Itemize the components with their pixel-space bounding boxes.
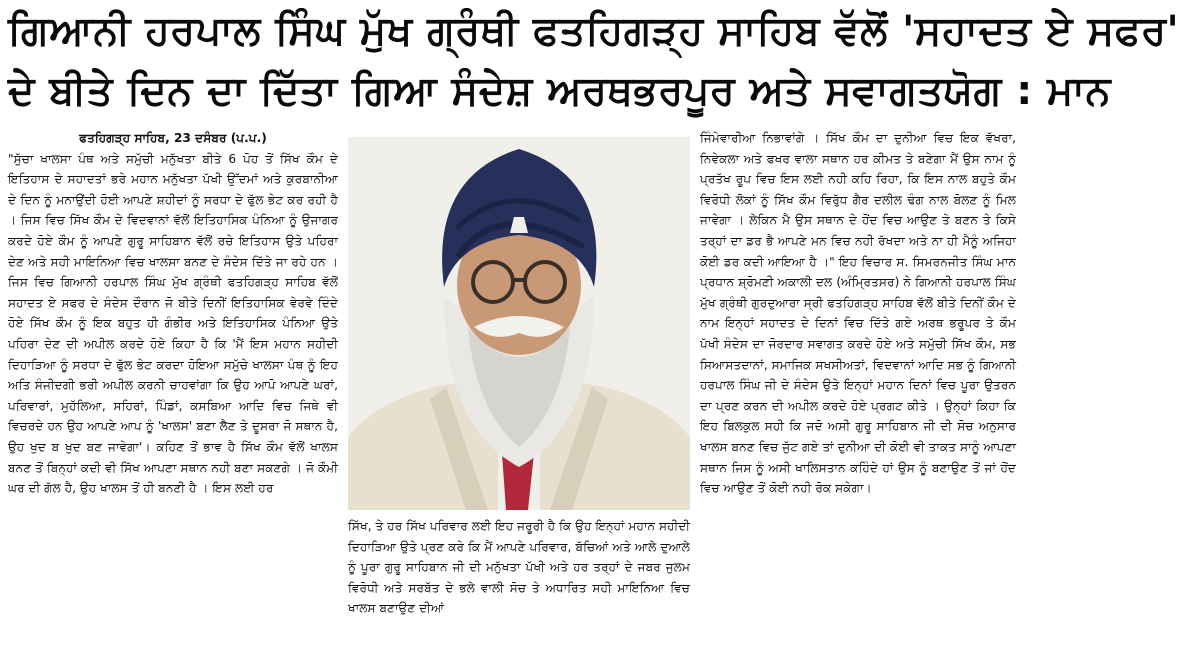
portrait-photo: [348, 137, 690, 510]
article-column-1: [8, 128, 338, 648]
article-column-2: [348, 516, 690, 648]
column-3-text: ਜਿੰਮੇਵਾਰੀਆ ਨਿਭਾਵਾਂਗੇ । ਸਿੱਖ ਕੌਮ ਦਾ ਦੁਨੀਆ ਵਿਚ ਇਕ ਵੱਖਰਾ, ਨਿਵੇਕਲਾ ਅਤੇ ਫਖਰ ਵਾਲਾ ਸਥਾਨ ਹਰ ਕੀਮਤ ਤੇ ਬਣੇਗਾ ਮੈਂ ਉਸ ਨਾਮ ਨੂੰ ਪ੍ਰਤੱਖ ਰੂਪ ਵਿਚ ਇਸ ਲਈ ਨਹੀ ਕਹਿ ਰਿਹਾ, ਕਿ ਇਸ ਨਾਲ ਬਹੁਤੇ ਕੌਮ ਵਿਰੋਧੀ ਲੋਕਾਂ ਨੂੰ ਸਿੱਖ ਕੌਮ ਵਿਰੁੱਧ ਗੈਰ ਦਲੀਲ ਢੰਗ ਨਾਲ ਬੋਲਣ ਨੂੰ ਮਿਲ ਜਾਵੇਗਾ । ਲੇਕਿਨ ਮੈ ਉਸ ਸਥਾਨ ਦੇ ਹੋਂਦ ਵਿਚ ਆਉਣ ਤੇ ਬਣਨ ਤੇ ਕਿਸੇ ਤਰ੍ਹਾਂ ਦਾ ਡਰ ਭੈ ਆਪਣੇ ਮਨ ਵਿਚ ਨਹੀ ਰੱਖਦਾ ਅਤੇ ਨਾ ਹੀ ਮੈਨੂੰ ਅਜਿਹਾ ਕੋਈ ਡਰ ਕਦੀ ਆਇਆ ਹੈ ।" ਇਹ ਵਿਚਾਰ ਸ. ਸਿਮਰਨਜੀਤ ਸਿੰਘ ਮਾਨ ਪ੍ਰਧਾਨ ਸ਼੍ਰੋਮਣੀ ਅਕਾਲੀ ਦਲ (ਅੰਮ੍ਰਿਤਸਰ) ਨੇ ਗਿਆਨੀ ਹਰਪਾਲ ਸਿੰਘ ਮੁੱਖ ਗ੍ਰੰਥੀ ਗੁਰਦੁਆਰਾ ਸ੍ਰੀ ਫਤਹਿਗੜ੍ਹ ਸਾਹਿਬ ਵੱਲੋਂ ਬੀਤੇ ਦਿਨੀਂ ਕੌਮ ਦੇ ਨਾਮ ਇਨ੍ਹਾਂ ਸਹਾਦਤ ਦੇ ਦਿਨਾਂ ਵਿਚ ਦਿੱਤੇ ਗਏ ਅਰਥ ਭਰੂਪਰ ਤੇ ਕੌਮ ਪੱਖੀ ਸੰਦੇਸ ਦਾ ਜੋਰਦਾਰ ਸਵਾਗਤ ਕਰਦੇ ਹੋਏ ਅਤੇ ਸਮੁੱਚੀ ਸਿੱਖ ਕੌਮ, ਸਭ ਸਿਆਸਤਦਾਨਾਂ, ਸਮਾਜਿਕ ਸਖਸੀਅਤਾਂ, ਵਿਦਵਾਨਾਂ ਆਦਿ ਸਭ ਨੂੰ ਗਿਆਨੀ ਹਰਪਾਲ ਸਿੰਘ ਜੀ ਦੇ ਸੰਦੇਸ ਉਤੇ ਇਨ੍ਹਾਂ ਮਹਾਨ ਦਿਨਾਂ ਵਿਚ ਪੂਰਾ ਉਤਰਨ ਦਾ ਪ੍ਰਣ ਕਰਨ ਦੀ ਅਪੀਲ ਕਰਦੇ ਹੋਏ ਪ੍ਰਗਟ ਕੀਤੇ । ਉਨ੍ਹਾਂ ਕਿਹਾ ਕਿ ਇਹ ਬਿਲਕੁਲ ਸਹੀ ਕਿ ਜਦੋ ਅਸੀ ਗੁਰੂ ਸਾਹਿਬਾਨ ਜੀ ਦੀ ਸੋਚ ਅਨੁਸਾਰ ਖਾਲਸ ਬਨਣ ਵਿਚ ਜੁੱਟ ਗਏ ਤਾਂ ਦੁਨੀਆ ਦੀ ਕੋਈ ਵੀ ਤਾਕਤ ਸਾਨੂੰ ਆਪਣਾ ਸਥਾਨ ਜਿਸ ਨੂੰ ਅਸੀ ਖਾਲਿਸਤਾਨ ਕਹਿੰਦੇ ਹਾਂ ਉਸ ਨੂੰ ਬਣਾਉਣ ਤੋਂ ਜਾਂ ਹੋਂਦ ਵਿਚ ਆਉਣ ਤੋਂ ਕੋਈ ਨਹੀ ਰੋਕ ਸਕੇਗਾ।: [700, 131, 1016, 496]
column-2-text: ਸਿੱਖ, ਤੇ ਹਰ ਸਿੱਖ ਪਰਿਵਾਰ ਲਈ ਇਹ ਜਰੂਰੀ ਹੈ ਕਿ ਉਹ ਇਨ੍ਹਾਂ ਮਹਾਨ ਸਹੀਦੀ ਦਿਹਾੜਿਆ ਉਤੇ ਪ੍ਰਣ ਕਰੇ ਕਿ ਮੈਂ ਆਪਣੇ ਪਰਿਵਾਰ, ਬੱਚਿਆਂ ਅਤੇ ਆਲੇ ਦੁਆਲੇ ਨੂੰ ਪੂਰਾ ਗੁਰੂ ਸਾਹਿਬਾਨ ਜੀ ਦੀ ਮਨੁੱਖਤਾ ਪੱਖੀ ਅਤੇ ਹਰ ਤਰ੍ਹਾਂ ਦੇ ਜਬਰ ਜੁਲਮ ਵਿਰੋਧੀ ਅਤੇ ਸਰਬੱਤ ਦੇ ਭਲੇ ਵਾਲੀ ਸੋਚ ਤੇ ਅਧਾਰਿਤ ਸਹੀ ਮਾਇਨਿਆ ਵਿਚ ਖਾਲਸ ਬਣਾਉਣ ਦੀਆਂ: [348, 519, 690, 616]
headline-line-1: ਗਿਆਨੀ ਹਰਪਾਲ ਸਿੰਘ ਮੁੱਖ ਗ੍ਰੰਥੀ ਫਤਹਿਗੜ੍ਹ ਸਾਹਿਬ ਵੱਲੋਂ 'ਸਹਾਦਤ ਏ ਸਫਰ': [8, 8, 1179, 54]
dateline: ਫਤਹਿਗੜ੍ਹ ਸਾਹਿਬ, 23 ਦਸੰਬਰ (ਪ.ਪ.): [79, 131, 267, 145]
headline-line-2: ਦੇ ਬੀਤੇ ਦਿਨ ਦਾ ਦਿੱਤਾ ਗਿਆ ਸੰਦੇਸ਼ ਅਰਥਭਰਪੂਰ ਅਤੇ ਸਵਾਗਤਯੋਗ : ਮਾਨ: [8, 68, 1111, 114]
column-1-text: "ਸੁੱਚਾ ਖਾਲਸਾ ਪੰਥ ਅਤੇ ਸਮੁੱਚੀ ਮਨੁੱਖਤਾ ਬੀਤੇ 6 ਪੋਹ ਤੋਂ ਸਿੱਖ ਕੌਮ ਦੇ ਇਤਿਹਾਸ ਦੇ ਸਹਾਦਤਾਂ ਭਰੇ ਮਹਾਨ ਮਨੁੱਖਤਾ ਪੱਖੀ ਉੱਦਮਾਂ ਅਤੇ ਕੁਰਬਾਨੀਆ ਦੇ ਦਿਨ ਨੂੰ ਮਨਾਉਂਦੀ ਹੋਈ ਆਪਣੇ ਸ਼ਹੀਦਾਂ ਨੂੰ ਸਰਧਾ ਦੇ ਫੁੱਲ ਭੇਟ ਕਰ ਰਹੀ ਹੈ । ਜਿਸ ਵਿਚ ਸਿੱਖ ਕੌਮ ਦੇ ਵਿਦਵਾਨਾਂ ਵੱਲੋਂ ਇਤਿਹਾਸਿਕ ਪੰਨਿਆ ਨੂੰ ਉਜਾਗਰ ਕਰਦੇ ਹੋਏ ਕੌਮ ਨੂੰ ਆਪਣੇ ਗੁਰੂ ਸਾਹਿਬਾਨ ਵੱਲੋਂ ਰਚੇ ਇਤਿਹਾਸ ਉਤੇ ਪਹਿਰਾ ਦੇਣ ਅਤੇ ਸਹੀ ਮਾਇਨਿਆ ਵਿਚ ਖਾਲਸਾ ਬਨਣ ਦੇ ਸੰਦੇਸ ਦਿੱਤੇ ਜਾ ਰਹੇ ਹਨ । ਜਿਸ ਵਿਚ ਗਿਆਨੀ ਹਰਪਾਲ ਸਿੰਘ ਮੁੱਖ ਗ੍ਰੰਥੀ ਫਤਹਿਗੜ੍ਹ ਸਾਹਿਬ ਵੱਲੋਂ ਸਹਾਦਤ ਏ ਸਫਰ ਦੇ ਸੰਦੇਸ ਦੌਰਾਨ ਜੋ ਬੀਤੇ ਦਿਨੀਂ ਇਤਿਹਾਸਿਕ ਵੇਰਵੇ ਦਿੰਦੇ ਹੋਏ ਸਿੱਖ ਕੌਮ ਨੂੰ ਇਕ ਬਹੁਤ ਹੀ ਗੰਭੀਰ ਅਤੇ ਇਤਿਹਾਸਿਕ ਪੰਨਿਆ ਉਤੇ ਪਹਿਰਾ ਦੇਣ ਦੀ ਅਪੀਲ ਕਰਦੇ ਹੋਏ ਕਿਹਾ ਹੈ ਕਿ 'ਮੈਂ ਇਸ ਮਹਾਨ ਸਹੀਦੀ ਦਿਹਾੜਿਆ ਨੂੰ ਸਰਧਾ ਦੇ ਫੁੱਲ ਭੇਟ ਕਰਦਾ ਹੋਇਆ ਸਮੁੱਚੇ ਖਾਲਸਾ ਪੰਥ ਨੂੰ ਇਹ ਅਤਿ ਸੰਜੀਦਗੀ ਭਰੀ ਅਪੀਲ ਕਰਨੀ ਚਾਹਵਾਂਗਾ ਕਿ ਉਹ ਆਪੋ ਆਪਣੇ ਘਰਾਂ, ਪਰਿਵਾਰਾਂ, ਮੁਹੱਲਿਆ, ਸਹਿਰਾਂ, ਪਿੰਡਾਂ, ਕਸਬਿਆ ਆਦਿ ਵਿਚ ਜਿਥੇ ਵੀ ਵਿਚਰਦੇ ਹਨ ਉਹ ਆਪਣੇ ਆਪ ਨੂੰ 'ਖਾਲਸ' ਬਣਾ ਲੈਣ ਤੇ ਦੂਸਰਾ ਜੋ ਸਥਾਨ ਹੈ, ਉਹ ਖੁਦ ਬ ਖੁਦ ਬਣ ਜਾਵੇਗਾ'। ਕਹਿਣ ਤੋਂ ਭਾਵ ਹੈ ਸਿੱਖ ਕੌਮ ਵੱਲੋਂ ਖਾਲਸ ਬਨਣ ਤੋਂ ਬਿਨ੍ਹਾਂ ਕਦੀ ਵੀ ਸਿੱਖ ਆਪਣਾ ਸਥਾਨ ਨਹੀ ਬਣਾ ਸਕਣਗੇ । ਜੋ ਕੌਮੀ ਘਰ ਦੀ ਗੱਲ ਹੈ, ਉਹ ਖਾਲਸ ਤੋਂ ਹੀ ਬਨਣੀ ਹੈ । ਇਸ ਲਈ ਹਰ: [8, 151, 338, 496]
article-column-3: [700, 128, 1016, 648]
